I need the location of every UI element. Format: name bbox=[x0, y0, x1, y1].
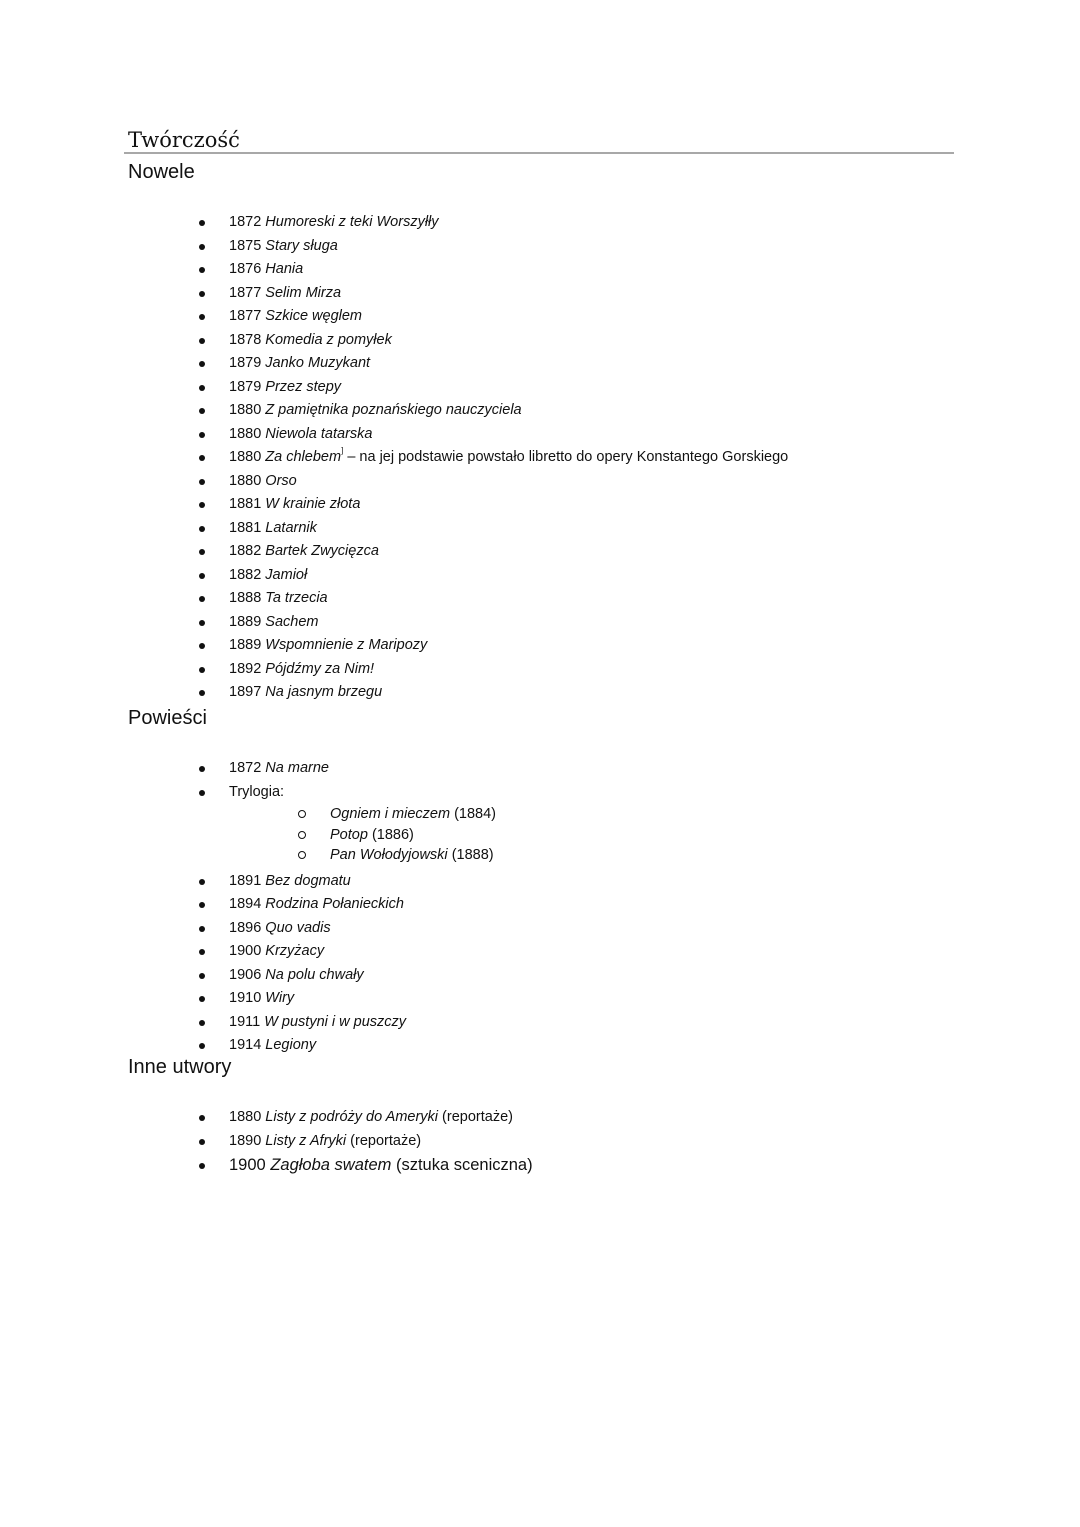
trylogia-sublist bbox=[229, 804, 496, 870]
list-item bbox=[229, 611, 788, 635]
work-title: Komedia z pomyłek bbox=[265, 331, 392, 348]
work-note: (reportaże) bbox=[438, 1109, 513, 1125]
work-year: 1889 bbox=[229, 613, 262, 630]
list-item bbox=[229, 564, 788, 588]
work-note: (reportaże) bbox=[346, 1132, 422, 1149]
section-heading-powiesci: Powieści bbox=[128, 707, 207, 729]
work-title: Humoreski z teki Worszyłły bbox=[265, 214, 439, 230]
work-year: 1914 bbox=[229, 1037, 262, 1053]
work-year: 1878 bbox=[229, 331, 262, 348]
work-year: 1910 bbox=[229, 990, 262, 1006]
list-item bbox=[229, 893, 496, 917]
work-year: 1897 bbox=[229, 684, 262, 700]
nowele-list bbox=[229, 211, 788, 705]
work-title: Na polu chwały bbox=[265, 966, 364, 983]
page-title: Twórczość bbox=[128, 128, 240, 152]
work-title: W pustyni i w puszczy bbox=[264, 1013, 407, 1030]
work-year: 1880 bbox=[229, 1109, 262, 1125]
list-item bbox=[229, 352, 788, 376]
work-year: 1877 bbox=[229, 284, 262, 301]
work-year: 1881 bbox=[229, 519, 262, 536]
list-item bbox=[229, 870, 496, 894]
list-item-trylogia bbox=[229, 781, 496, 870]
list-item bbox=[229, 681, 788, 705]
sub-list-item bbox=[330, 845, 496, 866]
list-item bbox=[229, 517, 788, 541]
work-title: Latarnik bbox=[265, 519, 317, 536]
work-title: Orso bbox=[265, 472, 297, 489]
work-year: 1911 bbox=[229, 1013, 261, 1030]
list-item bbox=[229, 282, 788, 306]
work-title: Krzyżacy bbox=[265, 943, 325, 959]
work-title: Selim Mirza bbox=[265, 284, 342, 301]
list-item bbox=[229, 493, 788, 517]
work-title: Janko Muzykant bbox=[265, 355, 371, 371]
list-item bbox=[229, 258, 788, 282]
work-note: (sztuka sceniczna) bbox=[391, 1156, 533, 1174]
work-title: Rodzina Połanieckich bbox=[265, 896, 404, 912]
work-year: 1894 bbox=[229, 896, 262, 912]
work-title: W krainie złota bbox=[265, 496, 361, 512]
section-heading-nowele: Nowele bbox=[128, 161, 195, 183]
list-item bbox=[229, 423, 788, 447]
list-item bbox=[229, 235, 788, 259]
list-item bbox=[229, 940, 496, 964]
work-year: 1872 bbox=[229, 760, 262, 776]
work-year: 1896 bbox=[229, 919, 262, 936]
work-year: (1886) bbox=[371, 826, 414, 843]
work-title: Wiry bbox=[265, 990, 295, 1006]
list-item bbox=[229, 540, 788, 564]
work-year: (1884) bbox=[454, 806, 497, 822]
work-title: Szkice węglem bbox=[265, 308, 362, 324]
work-year: 1881 bbox=[229, 496, 262, 512]
work-year: 1892 bbox=[229, 660, 262, 677]
list-item bbox=[229, 470, 788, 494]
work-year: 1880 bbox=[229, 449, 262, 465]
list-item bbox=[229, 399, 788, 423]
work-year: 1890 bbox=[229, 1132, 262, 1149]
list-item bbox=[229, 1106, 533, 1130]
work-title: Przez stepy bbox=[265, 378, 342, 395]
work-year: 1906 bbox=[229, 966, 262, 983]
sub-list-item bbox=[330, 804, 496, 825]
list-item bbox=[229, 1034, 496, 1058]
list-item bbox=[229, 211, 788, 235]
work-title: Potop bbox=[330, 826, 368, 843]
list-item bbox=[229, 1130, 533, 1154]
list-item bbox=[229, 917, 496, 941]
work-year: 1889 bbox=[229, 637, 262, 653]
list-item bbox=[229, 376, 788, 400]
list-item bbox=[229, 1153, 533, 1177]
list-item bbox=[229, 757, 496, 781]
list-item bbox=[229, 987, 496, 1011]
work-title: Wspomnienie z Maripozy bbox=[265, 637, 428, 653]
sub-list-item bbox=[330, 825, 496, 846]
work-label: Trylogia: bbox=[229, 783, 285, 800]
list-item bbox=[229, 587, 788, 611]
work-year: 1900 bbox=[229, 1156, 266, 1174]
powiesci-list bbox=[229, 757, 496, 1058]
list-item bbox=[229, 964, 496, 988]
list-item bbox=[229, 329, 788, 353]
work-title: Niewola tatarska bbox=[265, 425, 373, 442]
work-title: Pójdźmy za Nim! bbox=[265, 660, 375, 677]
section-heading-inne-utwory: Inne utwory bbox=[128, 1056, 232, 1078]
work-year: 1880 bbox=[229, 472, 262, 489]
work-year: 1877 bbox=[229, 308, 262, 324]
work-title: Pan Wołodyjowski bbox=[330, 847, 448, 863]
work-year: 1882 bbox=[229, 566, 262, 583]
work-title: Quo vadis bbox=[265, 919, 331, 936]
work-title: Legiony bbox=[265, 1037, 317, 1053]
work-title: Stary sługa bbox=[265, 237, 338, 254]
work-title: Sachem bbox=[265, 613, 319, 630]
work-title: Bez dogmatu bbox=[265, 872, 351, 889]
list-item bbox=[229, 305, 788, 329]
work-title: Hania bbox=[265, 261, 304, 277]
footnote-mark: ] bbox=[341, 446, 344, 455]
work-year: 1875 bbox=[229, 237, 262, 254]
work-year: 1891 bbox=[229, 872, 262, 889]
work-title: Zagłoba swatem bbox=[270, 1156, 392, 1174]
work-title: Ta trzecia bbox=[265, 590, 328, 606]
list-item bbox=[229, 446, 788, 470]
work-title: Na marne bbox=[265, 760, 329, 776]
work-note: – na jej podstawie powstało libretto do opery Konstantego Gorskiego bbox=[343, 449, 789, 465]
work-year: 1879 bbox=[229, 355, 262, 371]
work-year: 1882 bbox=[229, 543, 262, 559]
work-year: 1876 bbox=[229, 261, 262, 277]
work-year: 1900 bbox=[229, 943, 262, 959]
list-item bbox=[229, 1011, 496, 1035]
work-title: Listy z Afryki bbox=[265, 1132, 347, 1149]
work-title: Jamioł bbox=[265, 566, 308, 583]
work-year: 1879 bbox=[229, 378, 262, 395]
work-year: 1880 bbox=[229, 402, 262, 418]
inne-utwory-list bbox=[229, 1106, 533, 1177]
work-title: Ogniem i mieczem bbox=[330, 806, 451, 822]
title-divider bbox=[124, 152, 954, 154]
work-title: Listy z podróży do Ameryki bbox=[265, 1109, 439, 1125]
work-year: (1888) bbox=[451, 847, 494, 863]
work-title: Bartek Zwycięzca bbox=[265, 543, 379, 559]
work-year: 1872 bbox=[229, 214, 262, 230]
list-item bbox=[229, 658, 788, 682]
work-title: Za chlebem bbox=[265, 449, 342, 465]
work-title: Z pamiętnika poznańskiego nauczyciela bbox=[265, 402, 522, 418]
work-year: 1880 bbox=[229, 425, 262, 442]
work-year: 1888 bbox=[229, 590, 262, 606]
list-item bbox=[229, 634, 788, 658]
work-title: Na jasnym brzegu bbox=[265, 684, 383, 700]
